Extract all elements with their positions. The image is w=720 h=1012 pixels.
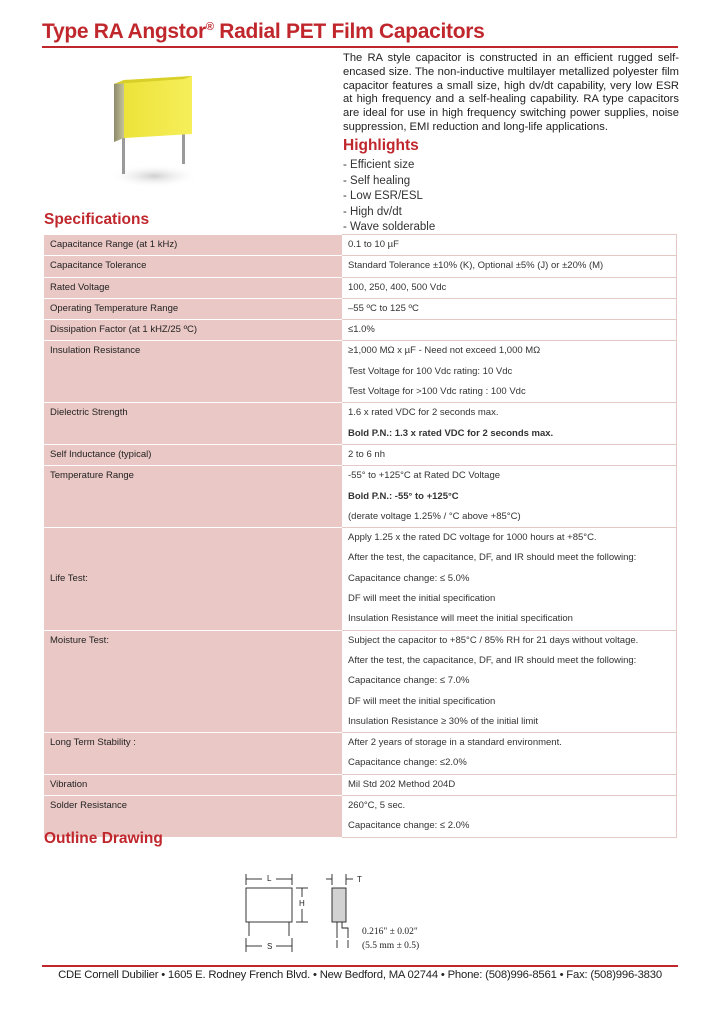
footer-contact: CDE Cornell Dubilier • 1605 E. Rodney French Blvd. • New Bedford, MA 02744 • Phone: (508)996-8561 • Fax: (508)996-3830 <box>58 969 662 981</box>
spec-value-line: Mil Std 202 Method 204D <box>348 778 456 790</box>
list-item: - Low ESR/ESL <box>343 190 423 202</box>
outline-drawing-title: Outline Drawing <box>44 830 163 847</box>
list-item: - Efficient size <box>343 159 415 171</box>
spec-value-line: 260°C, 5 sec. <box>348 800 406 812</box>
spec-name: Dielectric Strength <box>44 403 342 445</box>
spec-value <box>342 341 676 403</box>
spec-value <box>342 256 676 277</box>
spec-value <box>342 466 676 528</box>
spec-value <box>342 733 676 775</box>
lead-spacing-dim: 0.216" ± 0.02" <box>362 927 418 937</box>
spec-value-line: After 2 years of storage in a standard environment. <box>348 737 562 749</box>
spec-value-line: 100, 250, 400, 500 Vdc <box>348 281 447 293</box>
spec-value-line: Bold P.N.: -55° to +125°C <box>348 490 459 502</box>
table-row <box>44 256 676 277</box>
dim-label-h: H <box>299 899 305 908</box>
table-row <box>44 630 676 732</box>
spec-name: Dissipation Factor (at 1 kHZ/25 ºC) <box>44 320 342 341</box>
spec-value <box>342 528 676 630</box>
spec-value-line: Capacitance change: ≤ 5.0% <box>348 572 470 584</box>
side-view <box>326 874 353 948</box>
spec-value-line: ≤1.0% <box>348 324 375 336</box>
spec-name: Moisture Test: <box>44 630 342 732</box>
spec-value-line: ≥1,000 MΩ x µF - Need not exceed 1,000 MΩ <box>348 345 541 357</box>
spec-name: Insulation Resistance <box>44 341 342 403</box>
spec-value <box>342 235 676 256</box>
table-row <box>44 403 676 445</box>
capacitor-product-image <box>104 64 204 196</box>
highlights-list <box>343 158 435 236</box>
spec-value-line: Insulation Resistance will meet the initial specification <box>348 613 573 625</box>
spec-value-line: Test Voltage for 100 Vdc rating: 10 Vdc <box>348 365 513 377</box>
spec-value-line: 2 to 6 nh <box>348 448 385 460</box>
table-row <box>44 444 676 465</box>
spec-name: Self Inductance (typical) <box>44 444 342 465</box>
dim-label-s: S <box>267 942 273 951</box>
spec-value-line: 0.1 to 10 µF <box>348 239 399 250</box>
spec-value-line: 1.6 x rated VDC for 2 seconds max. <box>348 407 499 419</box>
table-row <box>44 466 676 528</box>
spec-value <box>342 774 676 795</box>
spec-name: Life Test: <box>44 528 342 630</box>
table-row <box>44 341 676 403</box>
spec-value <box>342 796 676 838</box>
list-item: - High dv/dt <box>343 205 402 218</box>
page-title: Type RA Angstor® Radial PET Film Capacitors <box>42 20 485 43</box>
spec-value-line: Capacitance change: ≤2.0% <box>348 757 467 769</box>
spec-name: Temperature Range <box>44 466 342 528</box>
spec-value <box>342 298 676 319</box>
title-rule <box>42 46 678 48</box>
spec-value-line: Capacitance change: ≤ 2.0% <box>348 820 470 832</box>
dim-label-t: T <box>357 875 362 884</box>
spec-value-line: –55 ºC to 125 ºC <box>348 302 419 314</box>
table-row <box>44 235 676 256</box>
spec-value-line: -55° to +125°C at Rated DC Voltage <box>348 470 501 482</box>
table-row <box>44 528 676 630</box>
footer-rule <box>42 965 678 967</box>
spec-value-line: After the test, the capacitance, DF, and IR should meet the following: <box>348 552 637 564</box>
table-row <box>44 774 676 795</box>
list-item: - Self healing <box>343 174 411 187</box>
spec-name: Rated Voltage <box>44 277 342 298</box>
spec-value-line: (derate voltage 1.25% / °C above +85°C) <box>348 510 521 522</box>
spec-value <box>342 630 676 732</box>
spec-value-line: DF will meet the initial specification <box>348 593 496 605</box>
intro-paragraph: The RA style capacitor is constructed in an efficient rugged self-encased size. The non-inductive multilayer metallized polyester film capacitor features a small size, high dv/dt capability, very low ESR at high frequency and a self-healing capability. RA type capacitors are ideal for use in high frequency switching power supplies, noise suppression, EMI reduction and long-life applications. <box>343 52 679 133</box>
table-row <box>44 298 676 319</box>
spec-value-line: Apply 1.25 x the rated DC voltage for 1000 hours at +85°C. <box>348 532 597 544</box>
spec-name: Operating Temperature Range <box>44 298 342 319</box>
spec-value-line: DF will meet the initial specification <box>348 695 496 707</box>
spec-name: Long Term Stability : <box>44 733 342 775</box>
spec-value-line: Insulation Resistance ≥ 30% of the initial limit <box>348 715 539 727</box>
table-row <box>44 320 676 341</box>
spec-name: Capacitance Range (at 1 kHz) <box>44 235 342 256</box>
spec-value-line: Test Voltage for >100 Vdc rating : 100 Vdc <box>348 386 526 398</box>
spec-value-line: Standard Tolerance ±10% (K), Optional ±5% (J) or ±20% (M) <box>348 260 604 272</box>
spec-value <box>342 320 676 341</box>
spec-value-line: Bold P.N.: 1.3 x rated VDC for 2 seconds max. <box>348 427 554 439</box>
spec-value <box>342 444 676 465</box>
spec-name: Capacitance Tolerance <box>44 256 342 277</box>
front-view <box>246 874 308 952</box>
spec-value <box>342 403 676 445</box>
table-row <box>44 733 676 775</box>
specifications-title: Specifications <box>44 211 150 228</box>
specifications-table <box>44 234 677 838</box>
table-row <box>44 277 676 298</box>
spec-value-line: After the test, the capacitance, DF, and IR should meet the following: <box>348 654 637 666</box>
dim-label-l: L <box>267 874 272 883</box>
spec-value-line: Subject the capacitor to +85°C / 85% RH for 21 days without voltage. <box>348 634 639 646</box>
spec-value-line: Capacitance change: ≤ 7.0% <box>348 675 470 687</box>
lead-spacing-dim-mm: (5.5 mm ± 0.5) <box>362 941 420 951</box>
spec-value <box>342 277 676 298</box>
list-item: - Wave solderable <box>343 221 436 233</box>
highlights-title: Highlights <box>343 137 419 154</box>
spec-name: Vibration <box>44 774 342 795</box>
outline-drawing <box>236 866 456 962</box>
spec-name: Solder Resistance <box>44 796 342 838</box>
